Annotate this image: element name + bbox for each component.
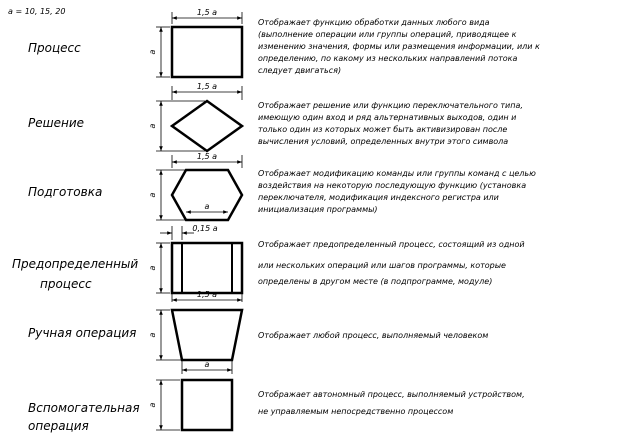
symbol-name-line-1: Вспомогательная — [28, 401, 140, 415]
a-values-note: a = 10, 15, 20 — [8, 7, 66, 16]
side-dimension: 0,15 a — [192, 224, 218, 233]
decision-symbol — [172, 101, 242, 151]
row-auxiliary-operation — [28, 380, 527, 433]
row-preparation — [28, 152, 538, 220]
process-symbol — [172, 27, 242, 77]
row-manual-operation — [28, 310, 488, 374]
symbol-name-line-2: операция — [28, 419, 89, 433]
symbol-name: Ручная операция — [28, 326, 137, 340]
width-dimension: 1,5 a — [196, 82, 218, 91]
height-dimension: a — [148, 49, 157, 55]
width-dimension: 1,5 a — [196, 8, 218, 17]
symbol-name: Подготовка — [28, 185, 103, 199]
width-dimension: 1,5 a — [196, 152, 218, 161]
manual-operation-symbol — [172, 310, 242, 360]
symbol-name: Решение — [28, 116, 85, 130]
height-dimension: a — [148, 402, 157, 408]
height-dimension: a — [148, 332, 157, 338]
symbol-description: Отображает любой процесс, выполняемый человеком — [258, 331, 489, 340]
symbol-description: Отображает решение или функцию переключательного типа, имеющую один вход и ряд альтернативных выходов, один и только один из которых может быть активизирован после вычисления условий, определенных внутри этого символа — [258, 101, 523, 146]
symbol-description: Отображает функцию обработки данных любого вида (выполнение операции или группы операций, приводящее к изменению значения, формы или размещения информации, или к определению, по какому из нескольких направлений потока следует двигаться) — [258, 18, 540, 75]
row-decision — [28, 82, 525, 151]
row-predefined-process — [12, 224, 527, 302]
row-process — [28, 8, 542, 77]
auxiliary-operation-symbol — [182, 380, 232, 430]
width-dimension: 1,5 a — [196, 290, 218, 299]
height-dimension: a — [148, 123, 157, 129]
inner-dimension: a — [204, 202, 210, 211]
symbol-description: Отображает модификацию команды или группы команд с целью воздействия на некоторую последующую функцию (установка переключателя, модификация индексного регистра или инициализация программы) — [258, 169, 536, 214]
height-dimension: a — [148, 192, 157, 198]
height-dimension: a — [148, 265, 157, 271]
bottom-dimension: a — [204, 360, 210, 369]
preparation-symbol — [172, 170, 242, 220]
symbol-name: Процесс — [28, 41, 81, 55]
symbol-name-line-2: процесс — [40, 277, 92, 291]
symbol-description: Отображает предопределенный процесс, состоящий из одной или нескольких операций или шагов программы, которые определены в другом месте (в подпрограмме, модуле) — [258, 240, 525, 286]
symbol-name-line-1: Предопределенный — [12, 257, 139, 271]
symbol-description: Отображает автономный процесс, выполняемый устройством, не управляемым непосредственно процессом — [258, 390, 525, 416]
